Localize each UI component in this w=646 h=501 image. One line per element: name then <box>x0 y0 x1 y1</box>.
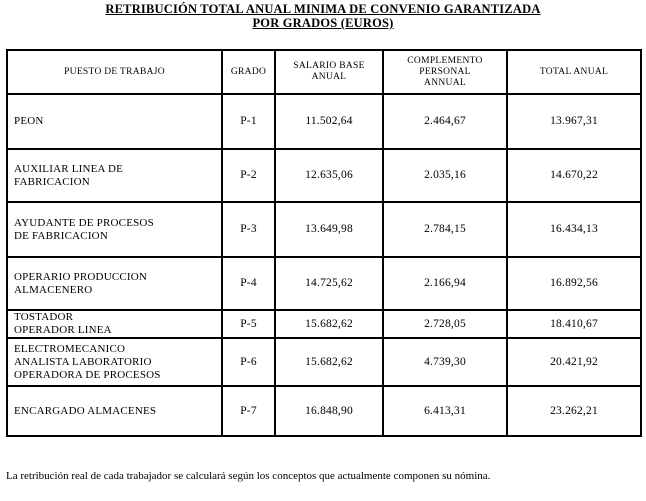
table-row <box>7 257 641 310</box>
table-row <box>7 94 641 149</box>
cell-puesto: AYUDANTE DE PROCESOS DE FABRICACION <box>7 202 222 257</box>
cell-salario: 15.682,62 <box>275 338 383 386</box>
header-puesto: PUESTO DE TRABAJO <box>7 50 222 94</box>
cell-salario: 16.848,90 <box>275 386 383 436</box>
cell-grado: P-2 <box>222 149 275 202</box>
cell-complemento: 2.166,94 <box>383 257 507 310</box>
cell-puesto: ENCARGADO ALMACENES <box>7 386 222 436</box>
cell-puesto: PEON <box>7 94 222 149</box>
cell-total: 14.670,22 <box>507 149 641 202</box>
footnote: La retribución real de cada trabajador se calculará según los conceptos que actualmente componen su nómina. <box>6 470 491 482</box>
cell-grado: P-7 <box>222 386 275 436</box>
cell-salario: 15.682,62 <box>275 310 383 338</box>
table-row <box>7 338 641 386</box>
header-salario-base: SALARIO BASE ANUAL <box>275 50 383 94</box>
header-grado: GRADO <box>222 50 275 94</box>
cell-salario: 11.502,64 <box>275 94 383 149</box>
cell-total: 23.262,21 <box>507 386 641 436</box>
cell-salario: 13.649,98 <box>275 202 383 257</box>
document-title-line-1: RETRIBUCIÓN TOTAL ANUAL MINIMA DE CONVENIO GARANTIZADA <box>105 2 541 16</box>
cell-complemento: 4.739,30 <box>383 338 507 386</box>
cell-grado: P-6 <box>222 338 275 386</box>
cell-salario: 12.635,06 <box>275 149 383 202</box>
cell-total: 16.892,56 <box>507 257 641 310</box>
header-total: TOTAL ANUAL <box>507 50 641 94</box>
cell-grado: P-1 <box>222 94 275 149</box>
cell-puesto: AUXILIAR LINEA DE FABRICACION <box>7 149 222 202</box>
salary-table <box>6 49 642 437</box>
cell-total: 13.967,31 <box>507 94 641 149</box>
cell-total: 18.410,67 <box>507 310 641 338</box>
cell-salario: 14.725,62 <box>275 257 383 310</box>
table-row <box>7 310 641 338</box>
table-row <box>7 149 641 202</box>
table-row <box>7 386 641 436</box>
cell-total: 16.434,13 <box>507 202 641 257</box>
cell-puesto: ELECTROMECANICO ANALISTA LABORATORIO OPERADORA DE PROCESOS <box>7 338 222 386</box>
cell-grado: P-5 <box>222 310 275 338</box>
cell-puesto: TOSTADOR OPERADOR LINEA <box>7 310 222 338</box>
cell-grado: P-4 <box>222 257 275 310</box>
table-header-row <box>7 50 641 94</box>
cell-complemento: 2.464,67 <box>383 94 507 149</box>
cell-complemento: 6.413,31 <box>383 386 507 436</box>
cell-total: 20.421,92 <box>507 338 641 386</box>
table-row <box>7 202 641 257</box>
cell-complemento: 2.035,16 <box>383 149 507 202</box>
document-title-line-2: POR GRADOS (EUROS) <box>252 16 394 30</box>
cell-grado: P-3 <box>222 202 275 257</box>
cell-puesto: OPERARIO PRODUCCION ALMACENERO <box>7 257 222 310</box>
cell-complemento: 2.784,15 <box>383 202 507 257</box>
cell-complemento: 2.728,05 <box>383 310 507 338</box>
header-complemento: COMPLEMENTO PERSONAL ANNUAL <box>383 50 507 94</box>
